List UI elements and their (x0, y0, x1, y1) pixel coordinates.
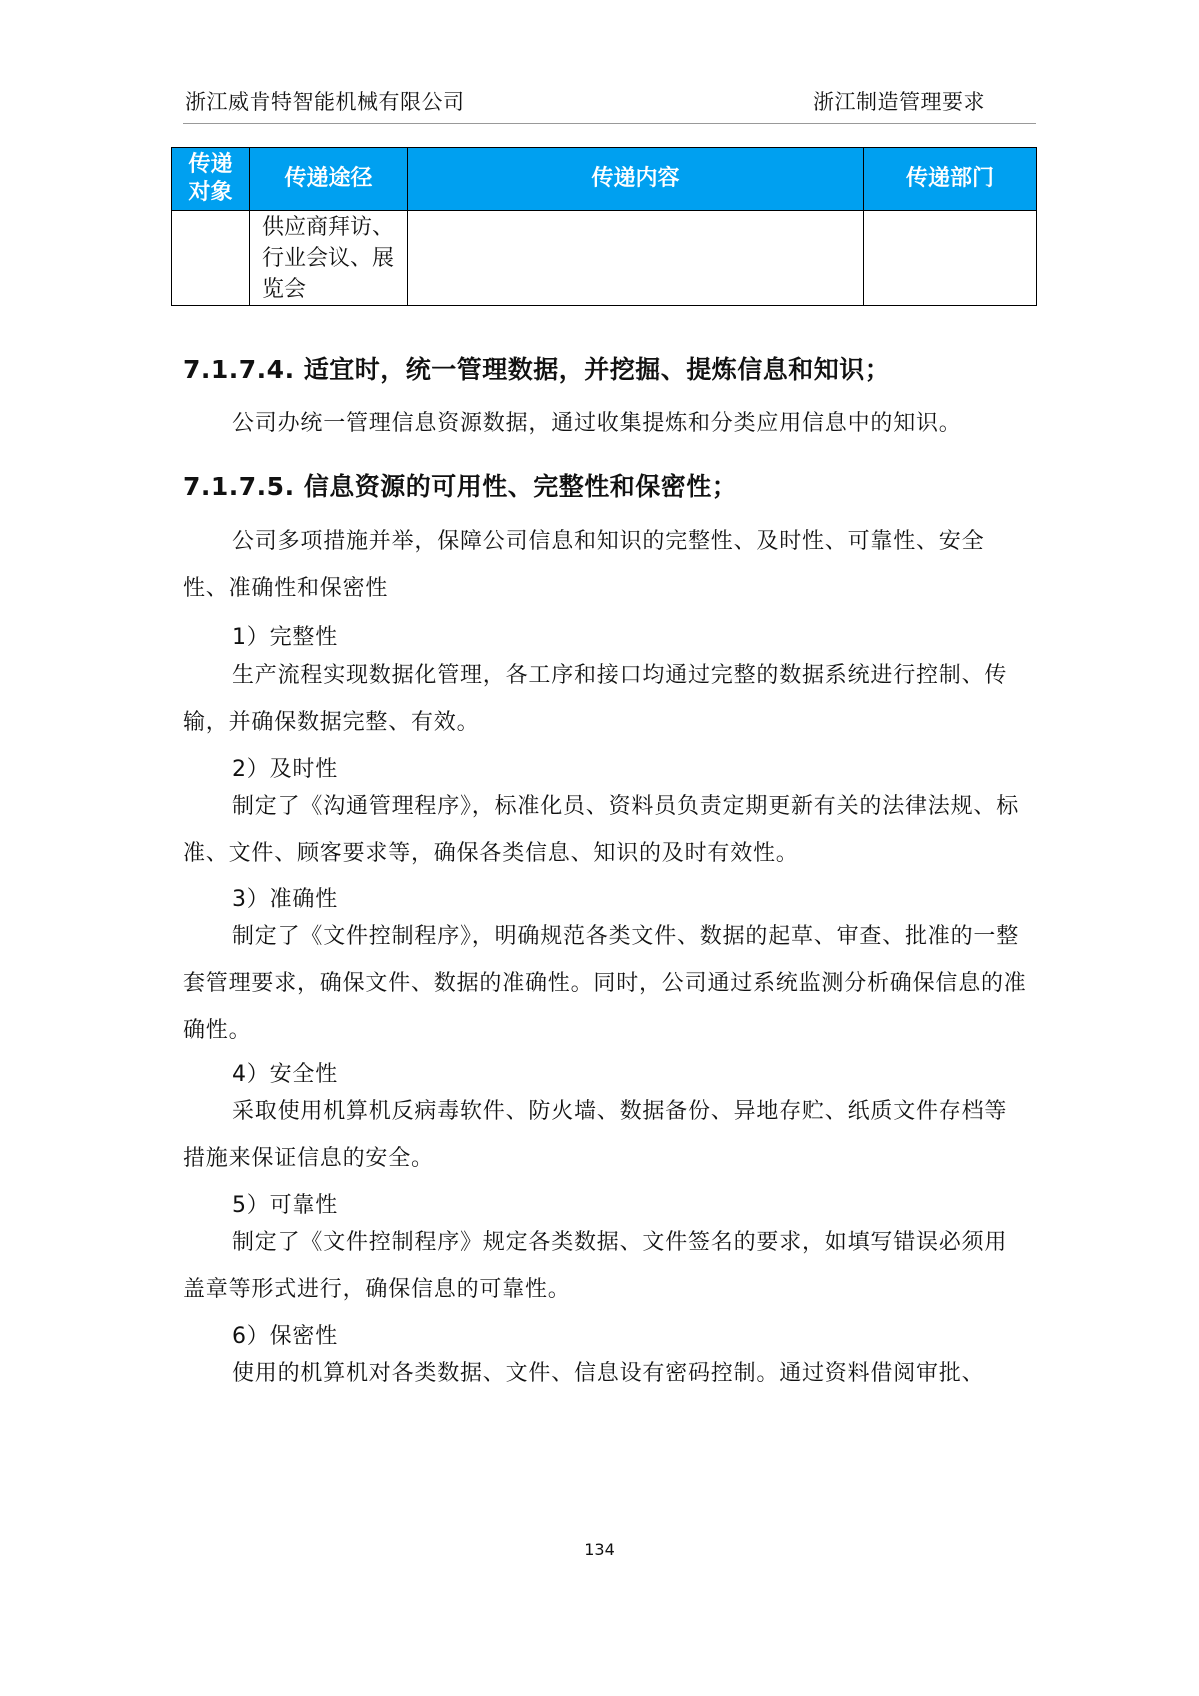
table-header-cell: 传递 对象 (172, 148, 250, 211)
header-company: 浙江威肯特智能机械有限公司 (185, 90, 465, 114)
table-cell: 供应商拜访、行业会议、展览会 (250, 211, 408, 306)
item-label: 4）安全性 (232, 1062, 338, 1087)
table-header-row (172, 148, 1037, 211)
item-label: 6）保密性 (232, 1324, 338, 1349)
table-header-cell: 传递内容 (408, 148, 864, 211)
item-label: 1）完整性 (232, 625, 338, 650)
paragraph: 使用的机算机对各类数据、文件、信息设有密码控制。通过资料借阅审批、 (232, 1361, 985, 1386)
paragraph: 公司办统一管理信息资源数据，通过收集提炼和分类应用信息中的知识。 (232, 411, 962, 436)
header-rule (183, 123, 1036, 124)
section-heading: 7.1.7.5. 信息资源的可用性、完整性和保密性； (183, 472, 738, 501)
paragraph: 制定了《沟通管理程序》，标准化员、资料员负责定期更新有关的法律法规、标准、文件、顾客要求等，确保各类信息、知识的及时有效性。 (183, 794, 1020, 866)
table-header-cell: 传递途径 (250, 148, 408, 211)
table-cell (408, 211, 864, 306)
item-label: 5）可靠性 (232, 1193, 338, 1218)
paragraph: 制定了《文件控制程序》，明确规范各类文件、数据的起草、审查、批准的一整套管理要求，确保文件、数据的准确性。同时，公司通过系统监测分析确保信息的准确性。 (183, 924, 1027, 1043)
paragraph: 公司多项措施并举，保障公司信息和知识的完整性、及时性、可靠性、安全性、准确性和保密性 (183, 529, 985, 601)
table-header-cell: 传递部门 (864, 148, 1037, 211)
paragraph: 制定了《文件控制程序》规定各类数据、文件签名的要求，如填写错误必须用盖章等形式进行，确保信息的可靠性。 (183, 1230, 1008, 1302)
table-cell (864, 211, 1037, 306)
paragraph: 采取使用机算机反病毒软件、防火墙、数据备份、异地存贮、纸质文件存档等措施来保证信息的安全。 (183, 1099, 1008, 1171)
header-doc-title: 浙江制造管理要求 (813, 90, 985, 114)
transfer-table (171, 147, 1037, 306)
page-number: 134 (584, 1540, 615, 1559)
section-heading: 7.1.7.4. 适宜时，统一管理数据，并挖掘、提炼信息和知识； (183, 355, 891, 384)
item-label: 3）准确性 (232, 887, 338, 912)
table-cell (172, 211, 250, 306)
paragraph: 生产流程实现数据化管理，各工序和接口均通过完整的数据系统进行控制、传输，并确保数据完整、有效。 (183, 663, 1008, 735)
item-label: 2）及时性 (232, 757, 338, 782)
table-row (172, 211, 1037, 306)
